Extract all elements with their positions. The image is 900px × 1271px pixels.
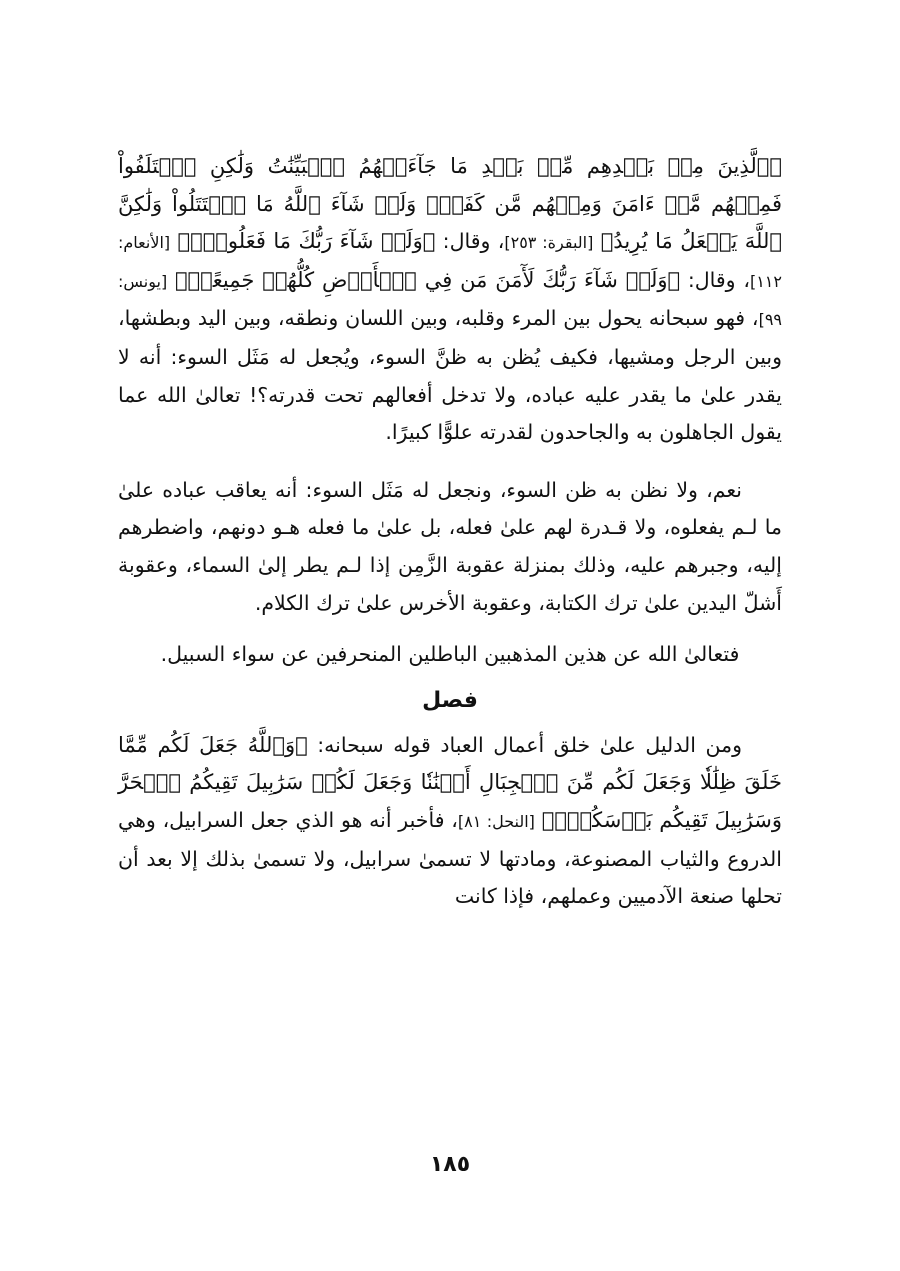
paragraph-1-text-b: ، وقال: [680,267,750,292]
quran-verse-nahl: ﴿وَٱللَّهُ جَعَلَ لَكُم مِّمَّا خَلَقَ ظِلَٰلٗا وَجَعَلَ لَكُم مِّنَ ٱلۡجِبَالِ أَكۡنَٰنٗا وَجَعَلَ لَكُمۡ سَرَٰبِيلَ تَقِيكُمُ ٱلۡحَرَّ وَسَرَٰبِيلَ تَقِيكُم بَأۡسَكُمۡۚ﴾ [118,732,783,832]
verse-reference-baqarah: [البقرة: ٢٥٣] [504,233,594,253]
paragraph-4-text-a: ومن الدليل علىٰ خلق أعمال العباد قوله سبحانه: [307,732,742,757]
verse-reference-yunus: [يونس: ٩٩] [118,271,782,330]
section-heading: فصل [422,687,478,713]
quran-verse-anam: ﴿وَلَوۡ شَآءَ رَبُّكَ مَا فَعَلُوهُۖ﴾ [177,229,436,254]
paragraph-1 [118,148,782,452]
paragraph-4-text-b: ، فأخبر أنه هو الذي جعل السرابيل، وهي الدروع والثياب المصنوعة، ومادتها لا تسمىٰ سرابيل، ولا تسمىٰ بذلك إلا بعد أن تحلها صنعة الآدميين وعملهم، فإذا كانت [118,807,782,909]
verse-reference-anam: [الأنعام: ١١٢] [118,233,782,291]
page-body [118,148,782,916]
quran-verse-yunus: ﴿وَلَوۡ شَآءَ رَبُّكَ لَأٓمَنَ مَن فِي ٱلۡأَرۡضِ كُلُّهُمۡ جَمِيعًاۚ﴾ [174,267,681,292]
paragraph-4 [118,727,782,916]
paragraph-1-text-c: ، فهو سبحانه يحول بين المرء وقلبه، وبين اللسان ونطقه، وبين اليد وبطشها، وبين الرجل ومشيها، فكيف يُظن به ظنَّ السوء، ويُجعل له مَثَل السوء: أنه لا يقدر علىٰ ما يقدر عليه عباده، ولا تدخل أفعالهم تحت قدرته؟! تعالىٰ الله عما يقول الجاهلون به والجاحدون لقدرته علوًّا كبيرًا. [118,306,782,445]
paragraph-3: فتعالىٰ الله عن هذين المذهبين الباطلين المنحرفين عن سواء السبيل. [160,642,740,667]
verse-reference-nahl: [النحل: ٨١] [457,811,535,831]
page-number: ١٨٥ [429,1152,471,1177]
quran-verse-baqarah: ﴿ٱلَّذِينَ مِنۢ بَعۡدِهِم مِّنۢ بَعۡدِ مَا جَآءَتۡهُمُ ٱلۡبَيِّنَٰتُ وَلَٰكِنِ ٱخۡتَلَفُواْ فَمِنۡهُم مَّنۡ ءَامَنَ وَمِنۡهُم مَّن كَفَرَۚ وَلَوۡ شَآءَ ٱللَّهُ مَا ٱقۡتَتَلُواْ وَلَٰكِنَّ ٱللَّهَ يَفۡعَلُ مَا يُرِيدُ﴾ [118,154,782,254]
paragraph-1-text-a: ، وقال: [435,229,505,254]
paragraph-2: نعم، ولا نظن به ظن السوء، ونجعل له مَثَل السوء: أنه يعاقب عباده علىٰ ما لـم يفعلوه، ولا قـدرة لهم علىٰ فعله، بل علىٰ ما فعله هـو دونهم، واضطرهم إليه، وجبرهم عليه، وذلك بمنزلة عقوبة الزَّمِن إذا لـم يطر إلىٰ السماء، وعقوبة أَشلّ اليدين علىٰ ترك الكتابة، وعقوبة الأخرس علىٰ ترك الكلام. [118,477,782,615]
